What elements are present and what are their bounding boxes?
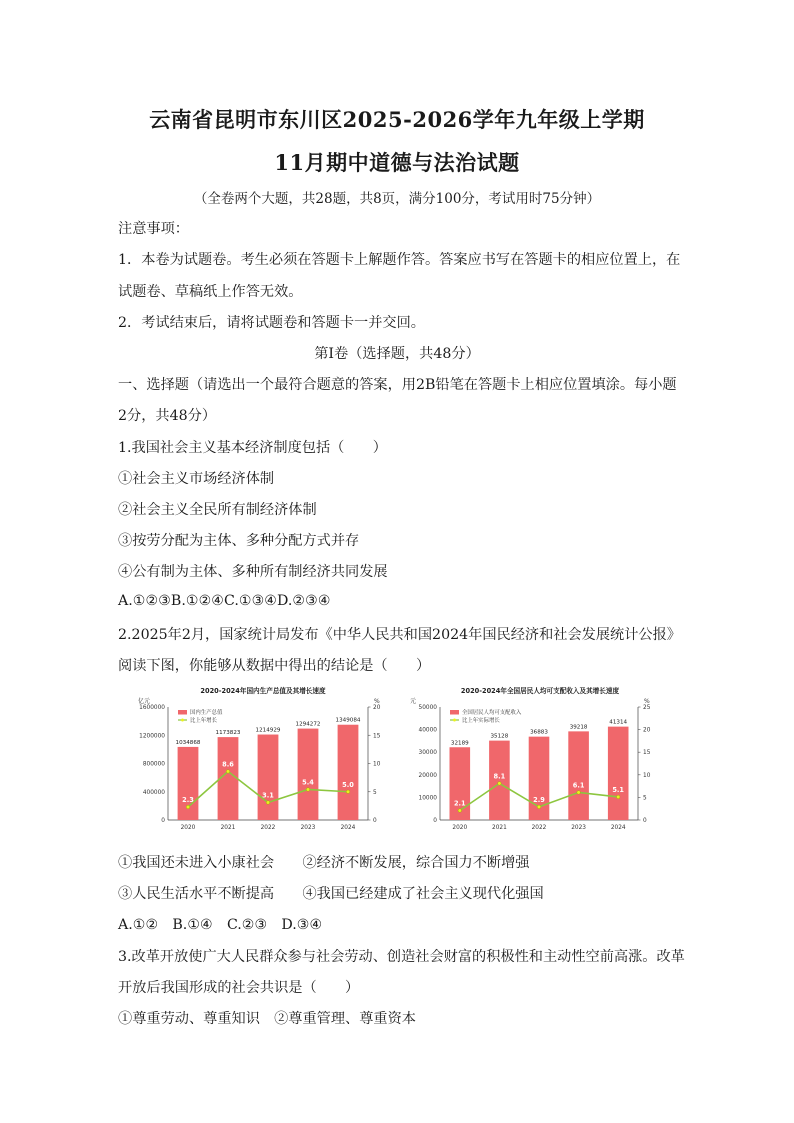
growth-point [458,809,462,813]
legend-swatch-marker [453,719,456,722]
bar-value-label: 35128 [490,733,509,740]
part-heading: 第Ⅰ卷（选择题，共48分） [314,346,480,362]
legend-swatch-bar [450,710,459,715]
growth-point [266,801,270,805]
legend-label-line: 比上年实际增长 [462,718,500,725]
x-tick-label: 2021 [492,825,507,831]
y2-tick-label: 20 [373,705,381,711]
y-tick-label: 40000 [418,727,437,734]
growth-value-label: 5.4 [302,778,314,787]
x-tick-label: 2021 [220,825,236,831]
question-2-stem: 2.2025年2月，国家统计局发布《中华人民共和国2024年国民经济和社会发展统计公报》 [118,627,681,643]
y-tick-label: 0 [433,818,437,824]
notice-item-1-cont: 试题卷、草稿纸上作答无效。 [118,284,303,300]
page-title: 云南省昆明市东川区2025-2026学年九年级上学期 [149,107,645,132]
bar-value-label: 36883 [530,729,548,736]
growth-point [186,805,190,809]
growth-point [346,790,350,794]
legend-label-line: 比上年增长 [190,718,217,725]
y-axis-unit: 亿元 [138,698,151,705]
question-3-stem: 3.改革开放使广大人民群众参与社会劳动、创造社会财富的积极性和主动性空前高涨。改革 [118,949,685,965]
y-tick-label: 400000 [142,789,165,796]
x-tick-label: 2022 [260,825,276,831]
growth-point [577,791,581,795]
bar-value-label: 32189 [450,740,469,747]
y2-tick-label: 0 [373,818,377,824]
y-tick-label: 800000 [142,761,165,768]
notice-item-2: 2．考试结束后，请将试题卷和答题卡一并交回。 [118,315,425,331]
y2-tick-label: 10 [373,761,381,768]
question-1-stem: 1.我国社会主义基本经济制度包括（ ） [118,440,387,456]
question-1-option-2: ②社会主义全民所有制经济体制 [118,502,317,518]
bar [298,729,319,820]
y2-tick-label: 20 [643,727,651,734]
y2-tick-label: 15 [373,733,381,740]
income-chart-svg [400,683,678,841]
growth-value-label: 5.0 [342,780,354,789]
legend-label-bar: 国内生产总值 [190,710,223,717]
growth-value-label: 8.1 [493,772,506,781]
x-tick-label: 2023 [300,825,316,831]
growth-value-label: 2.3 [182,796,194,805]
bar [338,725,359,820]
income-chart [400,683,678,841]
x-tick-label: 2024 [340,825,356,831]
growth-point [306,788,310,792]
growth-point [537,805,541,809]
gdp-chart-svg [118,683,400,841]
y-tick-label: 1200000 [139,733,165,740]
exam-info: （全卷两个大题，共28题，共8页，满分100分，考试用时75分钟） [193,191,601,207]
bar-value-label: 1173823 [215,730,241,737]
question-3-options-row-1: ①尊重劳动、尊重知识 ②尊重管理、尊重资本 [118,1011,416,1027]
y-tick-label: 50000 [418,705,437,711]
section-instructions: 一、选择题（请选出一个最符合题意的答案，用2B铅笔在答题卡上相应位置填涂。每小题 [118,377,677,393]
growth-value-label: 3.1 [262,791,274,800]
notice-item-1: 1．本卷为试题卷。考生必须在答题卡上解题作答。答案应书写在答题卡的相应位置上，在 [118,252,681,268]
bar-value-label: 1034868 [175,739,201,746]
question-1-option-4: ④公有制为主体、多种所有制经济共同发展 [118,564,388,580]
y-tick-label: 30000 [418,750,437,757]
bar-value-label: 39218 [569,724,588,731]
growth-value-label: 6.1 [572,781,585,790]
question-2-choices: A.①② B.①④ C.②③ D.③④ [118,917,323,933]
question-2-options-row-2: ③人民生活水平不断提高 ④我国已经建成了社会主义现代化强国 [118,886,544,902]
legend-label-bar: 全国居民人均可支配收入 [462,710,522,717]
y2-axis-unit: % [644,698,650,705]
bar-value-label: 1214929 [255,727,281,734]
y2-tick-label: 15 [643,750,651,757]
bar [258,735,279,820]
bar [178,747,199,820]
notice-heading: 注意事项： [118,221,189,237]
bar [608,727,629,820]
question-3-stem-cont: 开放后我国形成的社会共识是（ ） [118,980,360,996]
bar [568,731,589,820]
gdp-chart [118,683,400,841]
growth-point [226,770,230,774]
question-2-stem-cont: 阅读下图，你能够从数据中得出的结论是（ ） [118,658,431,674]
growth-point [616,795,620,799]
legend-swatch-marker [181,719,184,722]
y2-tick-label: 10 [643,772,651,779]
chart-title: 2020-2024年全国居民人均可支配收入及其增长速度 [460,687,620,695]
y-tick-label: 1600000 [139,705,165,711]
x-tick-label: 2022 [531,825,547,831]
growth-value-label: 8.6 [222,760,234,769]
bar-value-label: 1349084 [335,717,361,724]
growth-value-label: 5.1 [612,785,625,794]
growth-value-label: 2.1 [453,799,466,808]
y2-axis-unit: % [374,698,380,705]
x-tick-label: 2023 [571,825,586,831]
y-tick-label: 20000 [418,772,437,779]
y2-tick-label: 25 [643,705,651,711]
legend-swatch-bar [178,710,187,715]
chart-title: 2020-2024年国内生产总值及其增长速度 [200,687,326,695]
y-tick-label: 10000 [418,795,437,802]
growth-value-label: 2.9 [533,795,545,804]
question-1-option-3: ③按劳分配为主体、多种分配方式并存 [118,533,360,549]
question-1-option-1: ①社会主义市场经济体制 [118,471,275,487]
y-tick-label: 0 [161,818,165,824]
x-tick-label: 2024 [610,825,626,831]
section-instructions-cont: 2分，共48分） [118,408,217,424]
bar-value-label: 41314 [609,719,628,726]
x-tick-label: 2020 [452,825,468,831]
y2-tick-label: 5 [643,795,647,802]
y2-tick-label: 0 [643,818,647,824]
growth-point [498,782,502,786]
y2-tick-label: 5 [373,789,377,796]
bar-value-label: 1294272 [295,721,321,728]
question-1-choices: A.①②③B.①②④C.①③④D.②③④ [118,593,331,609]
x-tick-label: 2020 [180,825,196,831]
question-2-options-row-1: ①我国还未进入小康社会 ②经济不断发展，综合国力不断增强 [118,855,530,871]
page-title-line2: 11月期中道德与法治试题 [274,150,520,175]
y-axis-unit: 元 [410,698,417,705]
